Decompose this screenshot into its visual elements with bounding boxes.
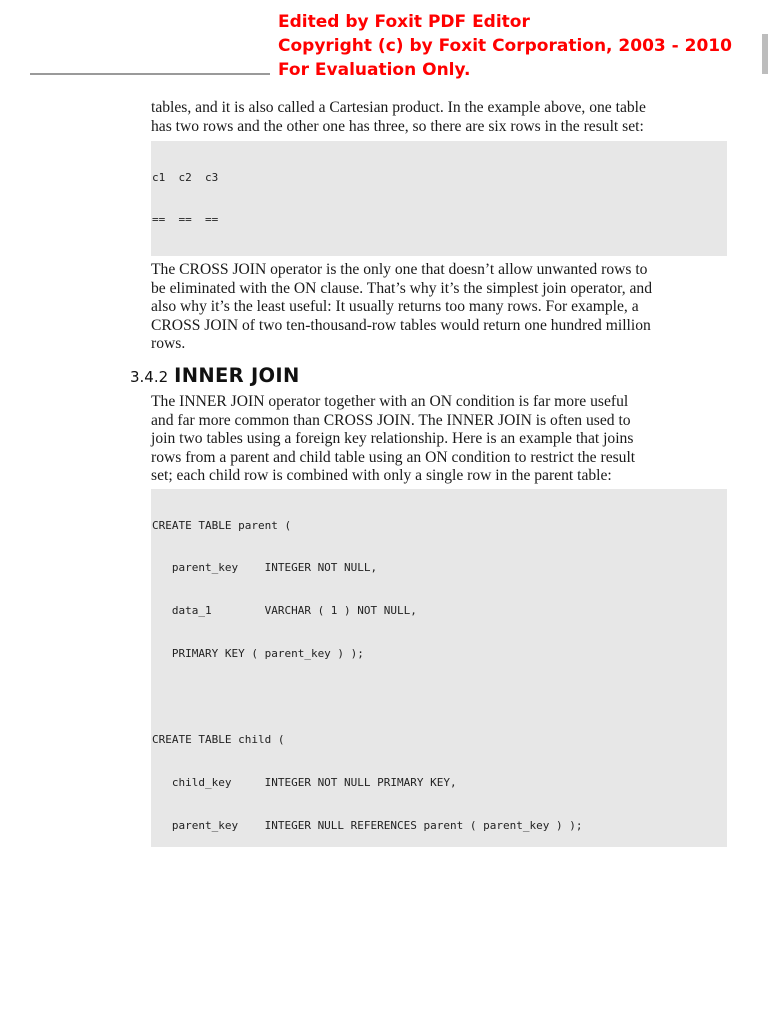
header-rule — [30, 73, 270, 75]
code-line: data_1 VARCHAR ( 1 ) NOT NULL, — [152, 604, 417, 618]
intro-paragraph — [151, 99, 731, 136]
text-line: has two rows and the other one has three, so there are six rows in the result set: — [151, 117, 644, 135]
text-line: also why it’s the least useful: It usually returns too many rows. For example, a — [151, 298, 639, 315]
code-line: child_key INTEGER NOT NULL PRIMARY KEY, — [152, 775, 457, 789]
code-line: == == == — [152, 213, 219, 227]
section-heading — [130, 364, 300, 387]
cross-join-paragraph — [151, 261, 731, 354]
text-line: be eliminated with the ON clause. That’s why it’s the simplest join operator, and — [151, 279, 653, 297]
code-line: parent_key INTEGER NULL REFERENCES parent ( parent_key ) ); — [152, 818, 583, 832]
text-line: rows from a parent and child table using an ON condition to restrict the result — [151, 448, 636, 466]
section-number: 3.4.2 — [130, 368, 169, 386]
text-line: The INNER JOIN operator together with an ON condition is far more useful — [151, 393, 629, 410]
text-line: and far more common than CROSS JOIN. The INNER JOIN is often used to — [151, 411, 631, 429]
text-line: CROSS JOIN of two ten-thousand-row tables would return one hundred million — [151, 316, 651, 334]
text-line: The CROSS JOIN operator is the only one that doesn’t allow unwanted rows to — [151, 261, 648, 278]
watermark-line: For Evaluation Only. — [278, 60, 471, 80]
text-line: tables, and it is also called a Cartesian product. In the example above, one table — [151, 99, 646, 116]
result-set-block — [151, 141, 727, 256]
code-line — [152, 690, 727, 704]
code-line: c1 c2 c3 — [152, 170, 219, 184]
code-line: parent_key INTEGER NOT NULL, — [152, 561, 378, 575]
code-line: CREATE TABLE child ( — [152, 733, 285, 747]
inner-join-paragraph — [151, 393, 731, 486]
code-line: CREATE TABLE parent ( — [152, 518, 292, 532]
text-line: set; each child row is combined with only a single row in the parent table: — [151, 467, 612, 484]
watermark-line: Copyright (c) by Foxit Corporation, 2003 - 2010 — [278, 36, 732, 56]
section-title: INNER JOIN — [174, 364, 300, 387]
text-line: join two tables using a foreign key relationship. Here is an example that joins — [151, 430, 634, 447]
foxit-watermark — [278, 10, 768, 82]
sql-code-block — [151, 489, 727, 847]
code-line: PRIMARY KEY ( parent_key ) ); — [152, 647, 364, 661]
watermark-line: Edited by Foxit PDF Editor — [278, 12, 530, 32]
text-line: rows. — [151, 335, 186, 352]
